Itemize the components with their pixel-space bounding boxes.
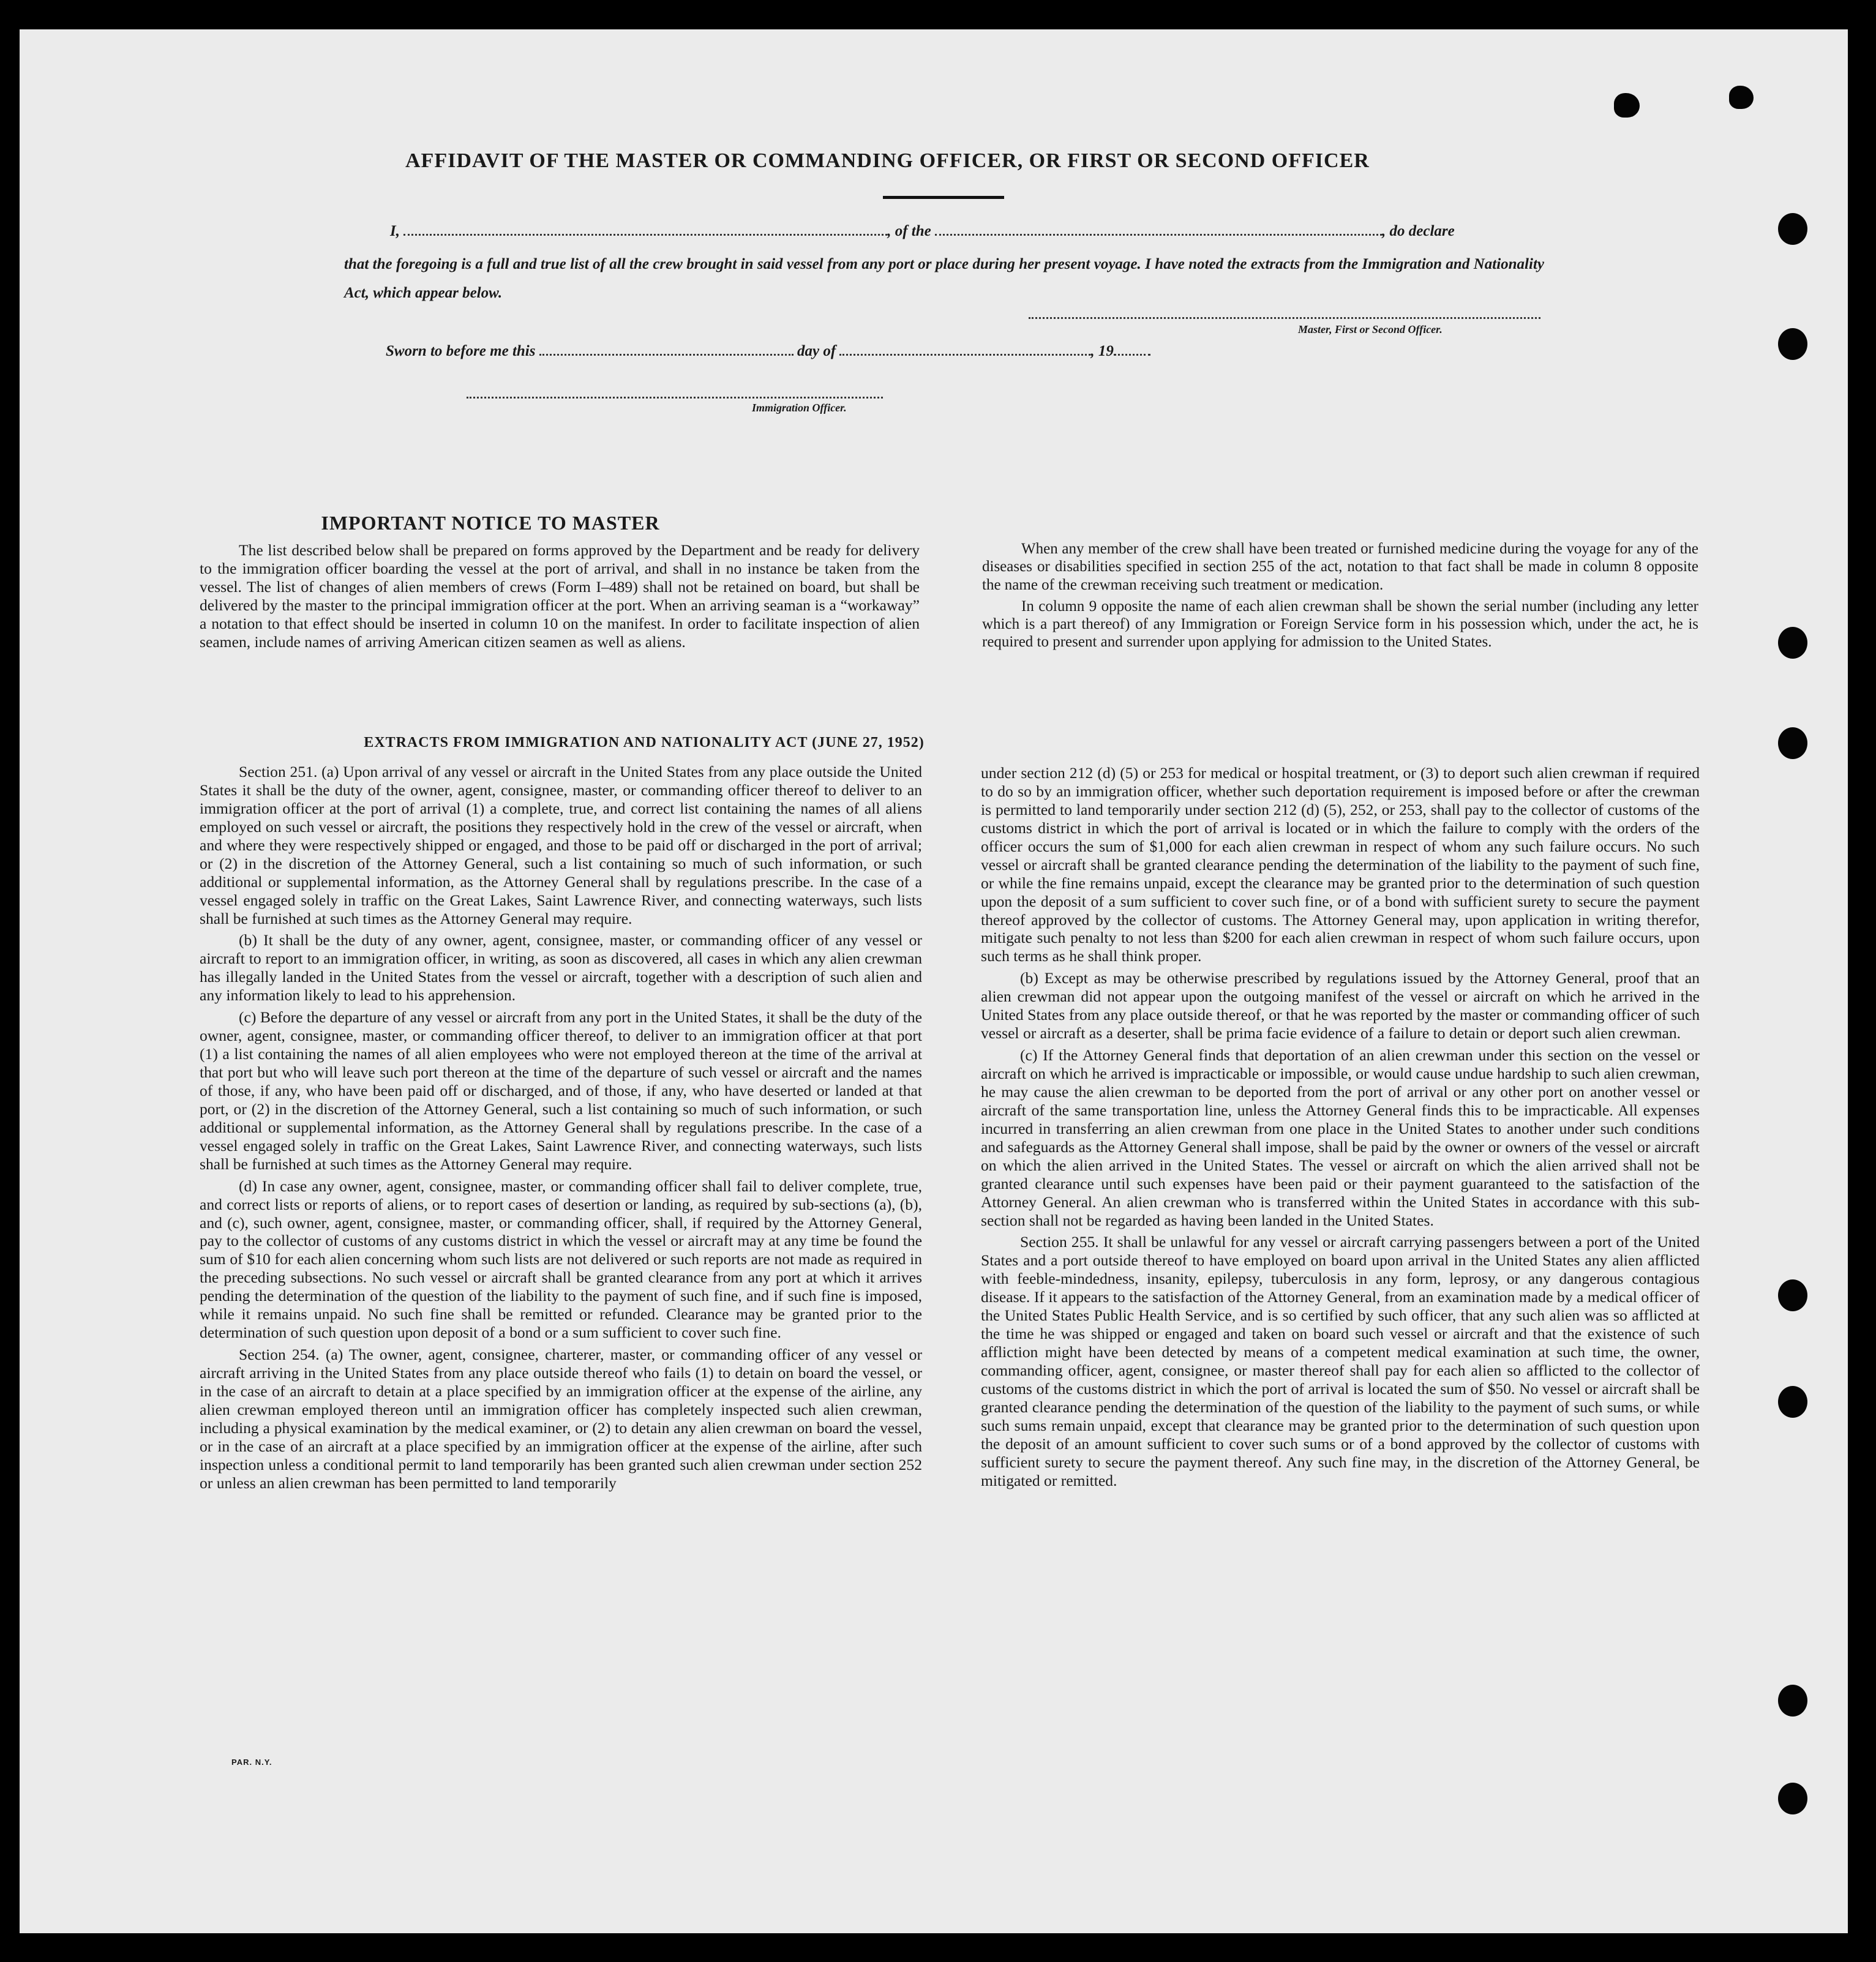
binder-hole (1778, 1783, 1807, 1814)
officer-signature-line[interactable] (467, 397, 883, 399)
notice-left-column (200, 541, 920, 655)
year-field[interactable] (1114, 343, 1150, 356)
binder-hole (1778, 328, 1807, 360)
section-254b: (b) Except as may be otherwise prescribed by regulations issued by the Attorney General, proof that an alien crewman did not appear upon the outgoing manifest of the vessel or aircraft on which he arrived in the United States from any place outside thereof, or that he was reported by the master or commanding officer of such vessel or aircraft as a deserter, shall be prima facie evidence of a failure to detain or deport such alien crewman. (981, 969, 1700, 1043)
declaration-text: that the foregoing is a full and true list of all the crew brought in said vessel from any port or place during her present voyage. I have noted the extracts from the Immigration and Nationality Act, which appear below. (344, 256, 1544, 301)
notice-right-column (982, 540, 1698, 655)
section-251d: (d) In case any owner, agent, consignee, master, or commanding officer shall fail to deliver complete, true, and correct lists or reports of aliens, or to report cases of desertion or landing, as required by sub-sections (a), (b), and (c), such owner, agent, consignee, master, or commanding officer, shall, if required by the Attorney General, pay to the collector of customs of any customs district in which the vessel or aircraft may at any time be found the sum of $10 for each alien concerning whom such lists are not delivered or such reports are not made as required in the preceding subsections. No such vessel or aircraft shall be granted clearance from any port at which it arrives pending the determination of the question of the liability to the payment of such fine, and if such fine is imposed, while it remains unpaid. No such fine shall be remitted or refunded. Clearance may be granted prior to the determination of such question upon deposit of a bond or a sum sufficient to cover such fine. (200, 1177, 922, 1342)
section-251b: (b) It shall be the duty of any owner, agent, consignee, master, or commanding officer of any vessel or aircraft to report to an immigration officer, in writing, as soon as discovered, all cases in which any alien crewman has illegally landed in the United States from the vessel or aircraft, together with a description of such alien and any information likely to lead to his apprehension. (200, 931, 922, 1005)
title-rule (883, 196, 1004, 199)
section-251c: (c) Before the departure of any vessel or aircraft from any port in the United States, it shall be the duty of the owner, agent, consignee, master, or commanding officer thereof, to deliver to an immigration officer at that port (1) a list containing the names of all alien employees who were not employed thereon at the time of the arrival at that port but who will leave such port thereon at the time of the departure of such vessel or aircraft and the names of those, if any, who have been paid off or discharged, and of those, if any, who have deserted or landed at that port, or (2) in the discretion of the Attorney General, such a list containing so much of such information, or such additional or supplemental information, as the Attorney General shall by regulations prescribe. In the case of a vessel engaged solely in traffic on the Great Lakes, Saint Lawrence River, and connecting waterways, such lists shall be furnished at such times as the Attorney General may require. (200, 1008, 922, 1173)
notice-title: IMPORTANT NOTICE TO MASTER (321, 512, 660, 534)
extracts-title: EXTRACTS FROM IMMIGRATION AND NATIONALITY ACT (JUNE 27, 1952) (364, 735, 925, 751)
notice-right-paragraph: In column 9 opposite the name of each alien crewman shall be shown the serial number (including any letter which is a part thereof) of any Immigration or Foreign Service form in his possession which, under the act, he is required to present and surrender upon applying for admission to the United States. (982, 597, 1698, 651)
year-label: , 19 (1090, 343, 1114, 359)
sworn-line (386, 343, 1150, 360)
section-255: Section 255. It shall be unlawful for any vessel or aircraft carrying passengers between a port of the United States and a port outside thereof to have employed on board upon arrival in the United States any alien afflicted with feeble-mindedness, insanity, epilepsy, tuberculosis in any form, leprosy, or any dangerous contagious disease. If it appears to the satisfaction of the Attorney General, from an examination made by a medical officer of the United States Public Health Service, and is so certified by such officer, that any such alien was so afflicted at the time he was shipped or engaged and taken on board such vessel or aircraft and that the existence of such affliction might have been detected by means of a competent medical examination at such time, the owner, commanding officer, agent, consignee, or master thereof shall pay for each alien so afflicted to the collector of customs of the customs district in which the port of arrival is located the sum of $50. No vessel or aircraft shall be granted clearance pending the determination of the question of the liability to the payment of such sums, or while such sums remain unpaid, except that clearance may be granted prior to the determination of such question upon the deposit of an amount sufficient to cover such sums or of a bond approved by the collector of customs with sufficient surety to secure the payment thereof. Any such fine may, in the discretion of the Attorney General, be mitigated or remitted. (981, 1233, 1700, 1489)
i-label: I, (390, 223, 400, 239)
sworn-label: Sworn to before me this (386, 343, 536, 359)
section-251a: Section 251. (a) Upon arrival of any vessel or aircraft in the United States from any place outside the United States it shall be the duty of the owner, agent, consignee, master, or commanding officer thereof to deliver to an immigration officer at the port of arrival (1) a complete, true, and correct list containing the names of all aliens employed on such vessel or aircraft, the positions they respectively hold in the crew of the vessel or aircraft, when and where they were respectively shipped or engaged, and those to be paid off or discharged in the port of arrival; or (2) in the discretion of the Attorney General, such a list containing so much of such information, or such additional or supplemental information, as the Attorney General shall by regulations prescribe. In the case of a vessel engaged solely in traffic on the Great Lakes, Saint Lawrence River, and connecting waterways, such lists shall be furnished at such times as the Attorney General may require. (200, 763, 922, 927)
affidavit-title: AFFIDAVIT OF THE MASTER OR COMMANDING OFFICER, OR FIRST OR SECOND OFFICER (405, 149, 1370, 172)
extracts-left-column (200, 763, 922, 1496)
declarant-name-field[interactable] (403, 223, 887, 236)
section-254a-continued: under section 212 (d) (5) or 253 for medical or hospital treatment, or (3) to deport such alien crewman if required to do so by an immigration officer, whether such deportation requirement is imposed before or after the crewman is permitted to land temporarily under section 212 (d) (5), 252, or 253, shall pay to the collector of customs of the customs district in which the port of arrival is located or in which the failure to comply with the orders of the officer occurs the sum of $1,000 for each alien crewman in respect of whom any such failure occurs. No such vessel or aircraft shall be granted clearance pending the determination of the liability to the payment of such fine, or while the fine remains unpaid, except the clearance may be granted prior to the determination of such question upon the deposit of a sum sufficient to cover such fine, or of a bond with sufficient surety to secure the payment thereof approved by the collector of customs. The Attorney General may, upon application in writing therefor, mitigate such penalty to not less than $200 for each alien crewman in respect of whom such failure occurs, upon such terms as he shall think proper. (981, 764, 1700, 965)
extracts-right-column (981, 764, 1700, 1494)
notice-right-paragraph: When any member of the crew shall have been treated or furnished medicine during the voyage for any of the diseases or disabilities specified in section 255 of the act, notation to that fact shall be made in column 8 opposite the name of the crewman receiving such treatment or medication. (982, 541, 1698, 593)
section-254a: Section 254. (a) The owner, agent, consignee, charterer, master, or commanding officer of any vessel or aircraft arriving in the United States from any place outside thereof who fails (1) to detain on board the vessel, or in the case of an aircraft to detain at a place specified by an immigration officer at the expense of the airline, any alien crewman employed thereon until an immigration officer has completely inspected such alien crewman, including a physical examination by the medical examiner, or (2) to detain any alien crewman on board the vessel, or in the case of an aircraft at a place specified by an immigration officer at the expense of the airline, after such inspection unless a conditional permit to land temporarily has been granted such alien crewman under section 252 or unless an alien crewman has been permitted to land temporarily (200, 1346, 922, 1492)
binder-hole (1778, 627, 1807, 659)
binder-hole (1778, 213, 1807, 245)
master-signature-label: Master, First or Second Officer. (1298, 323, 1443, 335)
master-signature-line[interactable] (1029, 317, 1540, 319)
binder-hole (1778, 1279, 1807, 1311)
binder-hole (1778, 1386, 1807, 1418)
notice-left-paragraph: The list described below shall be prepared on forms approved by the Department and be ready for delivery to the immigration officer boarding the vessel at the port of arrival, and shall in no instance be taken from the vessel. The list of changes of alien members of crews (Form I–489) shall not be retained on board, but shall be delivered by the master to the principal immigration officer at the port. When an arriving seaman is a “workaway” a notation to that effect should be inserted in column 10 on the manifest. In order to facilitate inspection of alien seamen, include names of arriving American citizen seamen as well as aliens. (200, 541, 920, 651)
ink-blot-mark (1729, 86, 1754, 109)
officer-signature-label: Immigration Officer. (752, 402, 847, 414)
vessel-name-field[interactable] (935, 223, 1382, 236)
section-254c: (c) If the Attorney General finds that deportation of an alien crewman under this section on the vessel or aircraft on which he arrived is impracticable or impossible, or would cause undue hardship to such alien crewman, he may cause the alien crewman to be deported from the port of arrival or any other port on another vessel or aircraft of the same transportation line, unless the Attorney General finds this to be impracticable. All expenses incurred in transferring an alien crewman from one place in the United States to another under such conditions and safeguards as the Attorney General shall impose, shall be paid by the owner or owners of the vessel or aircraft on which the alien arrived in the United States. The vessel or aircraft on which the alien arrived shall not be granted clearance until such expenses have been paid or their payment guaranteed to the satisfaction of the Attorney General. An alien crewman who is transferred within the United States in accordance with this sub-section shall not be regarded as having been landed in the United States. (981, 1046, 1700, 1229)
binder-hole (1778, 727, 1807, 759)
of-the-label: , of the (887, 223, 931, 239)
day-field[interactable] (539, 343, 794, 356)
do-declare-label: , do declare (1382, 223, 1455, 239)
ink-blot-mark (1614, 93, 1640, 118)
document-page (20, 29, 1848, 1933)
binder-hole (1778, 1685, 1807, 1717)
month-field[interactable] (839, 343, 1090, 356)
printer-mark: PAR. N.Y. (231, 1758, 272, 1767)
day-of-label: day of (797, 343, 836, 359)
declarant-line (390, 223, 1455, 240)
